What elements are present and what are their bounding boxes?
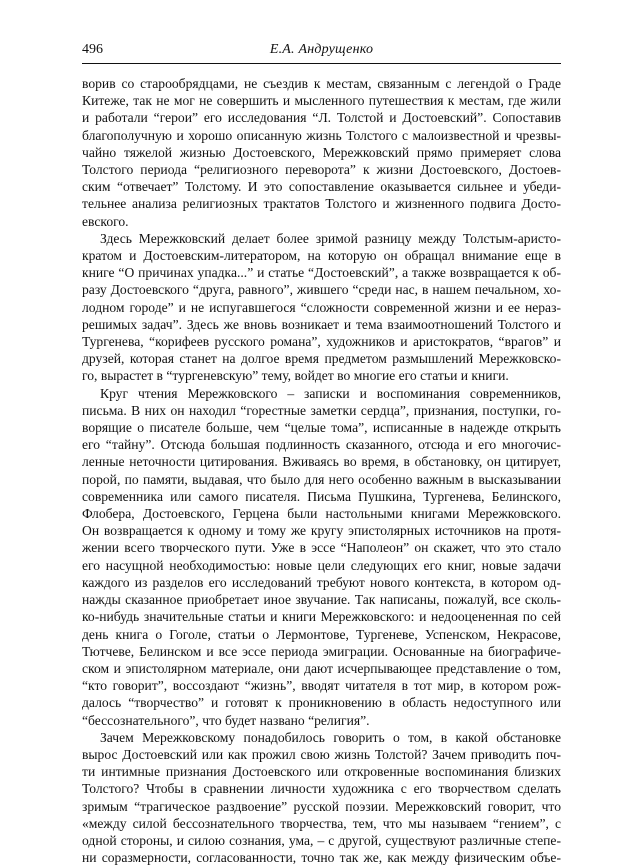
- text-line: нажды сказанное приобретает иное звучание. Так написаны, пожалуй, все сколь-: [82, 592, 561, 608]
- text-line: го, вырастет в “тургеневскую” тему, войдет во многие его статьи и книги.: [82, 368, 509, 384]
- text-line: Тургенева, “корифеев русского романа”, художников и аристократов, “врагов” и: [82, 334, 561, 350]
- text-line: его “тайну”. Отсюда большая подлинность сказанного, отсюда и его многочис-: [82, 437, 561, 453]
- running-head: Е.А. Андрущенко: [269, 42, 374, 57]
- body-text: [82, 75, 561, 866]
- text-line: ворящие о писателе больше, чем “целые тома”, исписанные в надежде открыть: [82, 420, 561, 436]
- text-line: Китеже, так не мог не совершить и мысленного путешествия к местам, где жили: [82, 93, 561, 109]
- text-line: евского.: [82, 213, 129, 229]
- text-line: Зачем Мережковскому понадобилось говорить о том, в какой обстановке: [100, 729, 561, 745]
- text-line: ворив со старообрядцами, не съездив к местам, связанным с легендой о Граде: [82, 76, 561, 91]
- paragraph: [82, 75, 561, 230]
- text-line: друзей, которая станет на долгое время предметом размышлений Мережковско-: [82, 351, 561, 367]
- text-line: ни соразмерности, согласованности, точно так же, как между физическим объе-: [82, 850, 561, 866]
- page-number: 496: [82, 42, 103, 57]
- text-line: ко-нибудь значительные статьи и книги Мережковского: и недооцененная по сей: [82, 609, 561, 625]
- text-line: решимых задач”. Здесь же вновь возникает и тема взаимоотношений Толстого и: [82, 316, 561, 332]
- text-line: Тютчеве, Белинском и все эссе периода эмиграции. Основанные на биографиче-: [82, 643, 561, 659]
- paragraph: [82, 385, 561, 729]
- text-line: порой, по памяти, выдавая, что было для него особенно важным в высказывании: [82, 471, 561, 487]
- text-line: кратом и Достоевским-литератором, на которую он обращал внимание еще в: [82, 248, 561, 264]
- text-line: благополучную и хорошо описанную жизнь Толстого с малоизвестной и чрезвы-: [82, 127, 561, 143]
- text-line: разу Достоевского “друга, равного”, жившего “среди нас, в нашем печальном, хо-: [82, 282, 561, 298]
- text-line: “бессознательного”, что будет названо “религия”.: [82, 712, 370, 728]
- text-line: ским “отвечает” Толстому. И это сопоставление оказывается сильнее и убеди-: [82, 179, 561, 195]
- text-line: лодном городе” и не испугавшегося “сложности современной жизни и ее нераз-: [82, 299, 561, 315]
- text-line: Он возвращается к одному и тому же кругу эпистолярных источников на протя-: [82, 523, 561, 539]
- text-line: книге “О причинах упадка...” и статье “Достоевский”, а также возвращается к об-: [82, 265, 561, 281]
- text-line: жении всего творческого пути. Уже в эссе “Наполеон” он скажет, что это стало: [82, 540, 561, 556]
- text-line: Круг чтения Мережковского – записки и воспоминания современников,: [100, 385, 561, 401]
- text-line: современника или самого писателя. Письма Пушкина, Тургенева, Белинского,: [82, 488, 561, 504]
- text-line: тельнее анализа религиозных трактатов Толстого и жизненного подвига Досто-: [82, 196, 561, 212]
- text-line: чайно тяжелой жизнью Достоевского, Мережковский прямо примеряет слова: [82, 144, 561, 160]
- text-line: одной стороны, и силою сознания, ума, – с другой, существуют различные степе-: [82, 832, 561, 848]
- text-line: Толстого? Чтобы в сравнении личности художника с его творчеством сделать: [82, 781, 561, 797]
- text-line: ленные неточности цитирования. Вживаясь во время, в обстановку, он цитирует,: [82, 454, 561, 470]
- text-line: каждого из разделов его исследований требуют нового контекста, в котором од-: [82, 574, 561, 590]
- text-line: Здесь Мережковский делает более зримой разницу между Толстым-аристо-: [100, 230, 561, 246]
- text-line: письма. В них он находил “горестные заметки сердца”, признания, поступки, го-: [82, 402, 561, 418]
- text-line: зримым “трагическое раздвоение” русской поэзии. Мережковский говорит, что: [82, 798, 561, 814]
- text-line: ти интимные признания Достоевского или откровенные воспоминания близких: [82, 764, 561, 780]
- paragraph: [82, 230, 561, 385]
- text-line: далось “творчество” и готовят к проникновению в область недоступного или: [82, 695, 561, 711]
- text-line: вырос Достоевский или как прожил свою жизнь Толстой? Зачем приводить поч-: [82, 746, 561, 762]
- text-line: его насущной необходимостью: новые цели следующих его книг, новые задачи: [82, 557, 561, 573]
- header-rule: [82, 63, 561, 64]
- text-line: день книга о Гоголе, статьи о Лермонтове, Тургеневе, Успенском, Некрасове,: [82, 626, 561, 642]
- text-line: Флобера, Достоевского, Герцена были настольными книгами Мережковского.: [82, 506, 561, 522]
- page-header: [82, 41, 561, 59]
- text-line: ском и эпистолярном материале, они дают исчерпывающее представление о том,: [82, 660, 561, 676]
- paragraph: [82, 729, 561, 866]
- text-line: “кто говорит”, воссоздают “жизнь”, вводят читателя в тот мир, в котором рож-: [82, 678, 561, 694]
- text-line: и работали “герои” его исследования “Л. Толстой и Достоевский”. Сопоставив: [82, 110, 561, 126]
- text-line: «между силой бессознательного творчества, тем, что мы называем “гением”, с: [82, 815, 561, 831]
- text-line: Толстого периода “религиозного переворота” к жизни Достоевского, Достоев-: [82, 162, 561, 178]
